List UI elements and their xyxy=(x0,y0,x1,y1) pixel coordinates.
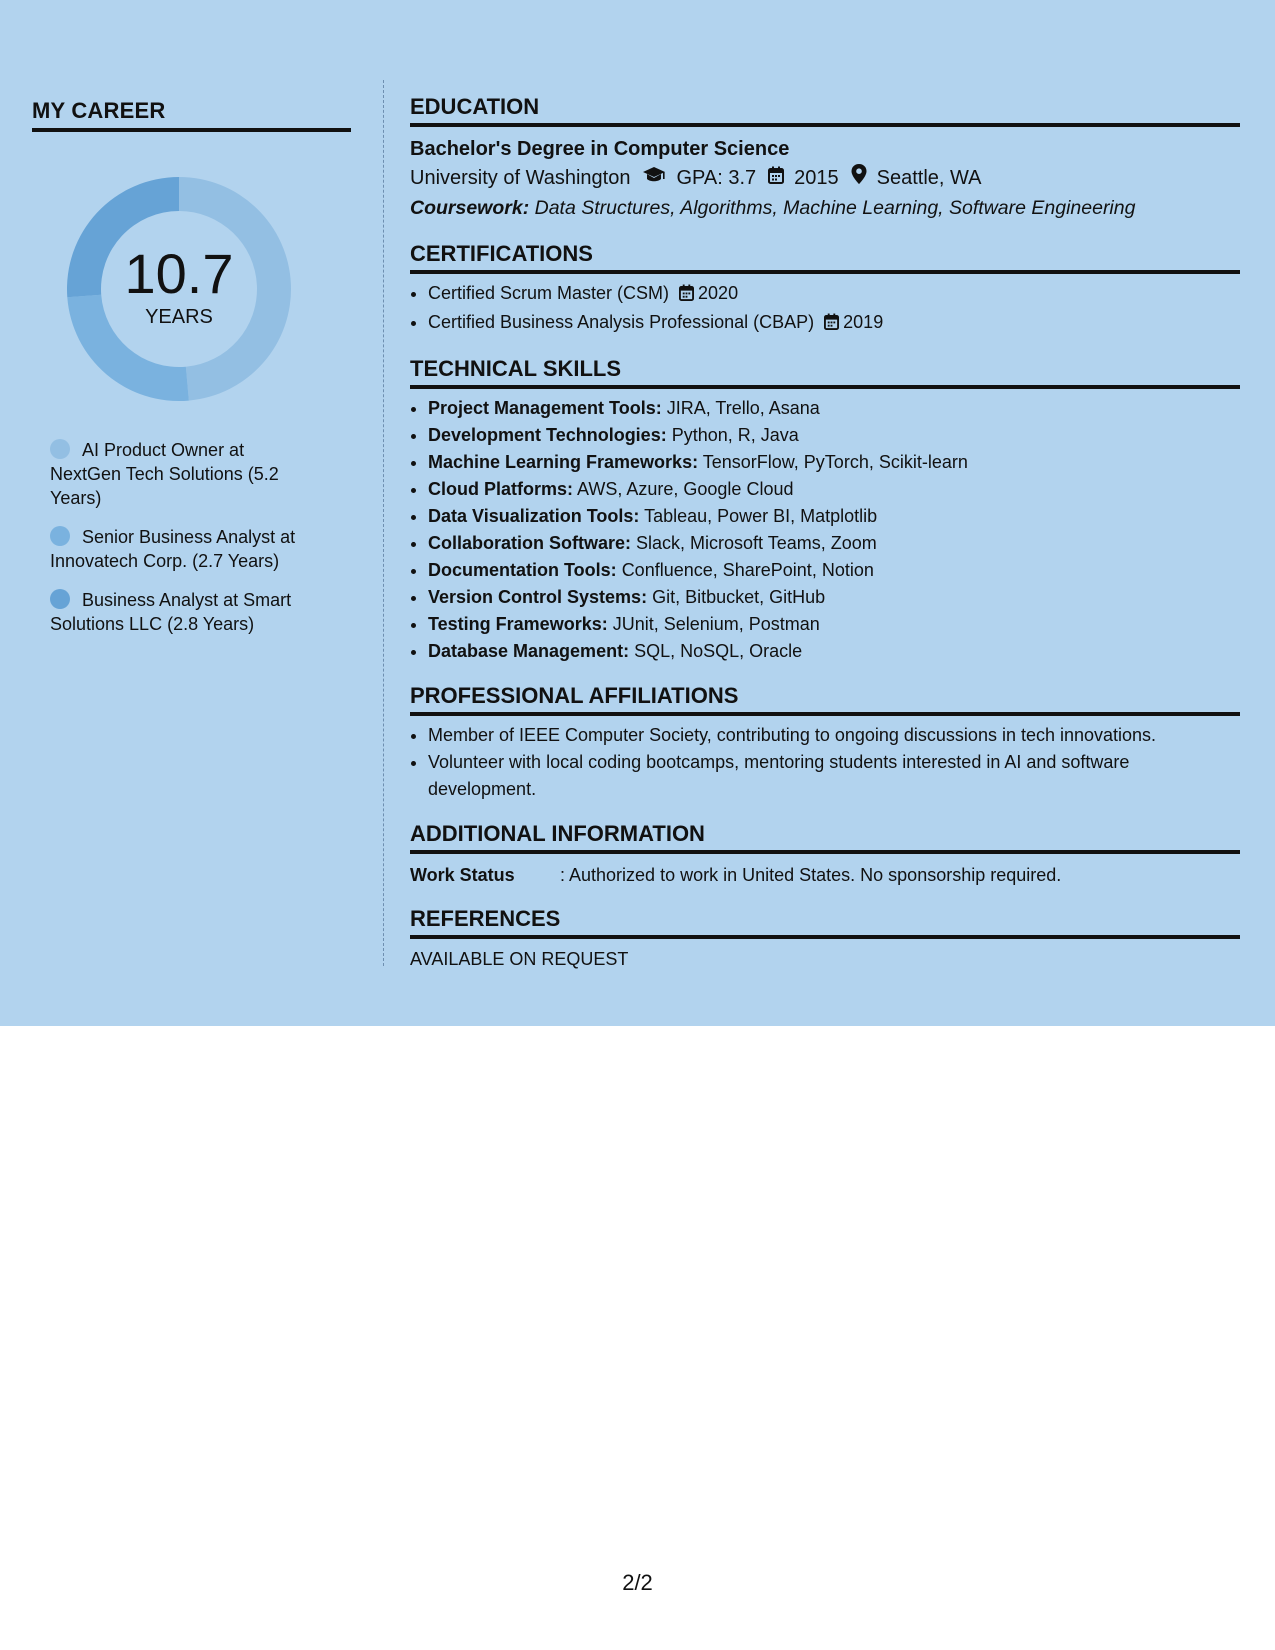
certification-name: Certified Scrum Master (CSM) xyxy=(428,283,670,303)
skill-label: Data Visualization Tools: xyxy=(428,506,640,526)
education-details xyxy=(410,163,1240,193)
certifications-list xyxy=(410,280,1240,338)
coursework-list: Data Structures, Algorithms, Machine Learning, Software Engineering xyxy=(534,197,1136,219)
skill-item xyxy=(428,476,1240,503)
certifications-section xyxy=(410,241,1240,338)
coursework-label: Coursework: xyxy=(410,197,530,219)
skill-item xyxy=(428,638,1240,665)
certifications-title: CERTIFICATIONS xyxy=(410,241,1240,274)
calendar-icon xyxy=(679,282,694,309)
skill-item xyxy=(428,449,1240,476)
skill-label: Version Control Systems: xyxy=(428,587,648,607)
skill-value: TensorFlow, PyTorch, Scikit-learn xyxy=(702,452,968,472)
skill-label: Testing Frameworks: xyxy=(428,614,608,634)
legend-dot xyxy=(50,589,70,609)
career-donut-chart xyxy=(66,176,292,402)
school-location: Seattle, WA xyxy=(876,167,982,189)
skill-label: Documentation Tools: xyxy=(428,560,617,580)
certification-name: Certified Business Analysis Professional (CBAP) xyxy=(428,312,815,332)
main-column xyxy=(410,94,1240,970)
skill-value: JUnit, Selenium, Postman xyxy=(612,614,820,634)
skill-item xyxy=(428,503,1240,530)
skills-section xyxy=(410,356,1240,665)
skill-label: Project Management Tools: xyxy=(428,398,662,418)
skill-label: Machine Learning Frameworks: xyxy=(428,452,699,472)
skill-item xyxy=(428,557,1240,584)
list-item xyxy=(428,309,1240,338)
gpa: GPA: 3.7 xyxy=(676,167,757,189)
skill-value: JIRA, Trello, Asana xyxy=(666,398,820,418)
skills-title: TECHNICAL SKILLS xyxy=(410,356,1240,389)
affiliations-title: PROFESSIONAL AFFILIATIONS xyxy=(410,683,1240,716)
career-total-years: 10.7 xyxy=(124,242,234,305)
skill-item xyxy=(428,395,1240,422)
graduation-year: 2015 xyxy=(794,167,839,189)
skill-value: SQL, NoSQL, Oracle xyxy=(634,641,803,661)
skill-item xyxy=(428,530,1240,557)
additional-info-title: ADDITIONAL INFORMATION xyxy=(410,821,1240,854)
skill-value: AWS, Azure, Google Cloud xyxy=(577,479,794,499)
legend-item xyxy=(50,588,320,636)
work-status-label: Work Status xyxy=(410,865,515,885)
legend-dot xyxy=(50,526,70,546)
legend-item xyxy=(50,525,320,573)
education-title: EDUCATION xyxy=(410,94,1240,127)
coursework xyxy=(410,193,1240,223)
calendar-icon xyxy=(768,163,784,193)
page-number: 2/2 xyxy=(622,1570,653,1595)
skill-value: Confluence, SharePoint, Notion xyxy=(621,560,874,580)
references-text: AVAILABLE ON REQUEST xyxy=(410,949,629,969)
degree-name: Bachelor's Degree in Computer Science xyxy=(410,138,790,160)
skill-item xyxy=(428,584,1240,611)
work-status xyxy=(410,862,1240,888)
skill-value: Tableau, Power BI, Matplotlib xyxy=(644,506,878,526)
legend-dot xyxy=(50,439,70,459)
list-item xyxy=(428,280,1240,309)
calendar-icon xyxy=(824,311,839,338)
references-section xyxy=(410,906,1240,970)
skill-label: Collaboration Software: xyxy=(428,533,632,553)
skill-value: Slack, Microsoft Teams, Zoom xyxy=(636,533,877,553)
career-legend xyxy=(50,438,320,651)
additional-info-section xyxy=(410,821,1240,888)
list-item: • Volunteer with local coding bootcamps, mentoring students interested in AI and software development. xyxy=(428,749,1240,803)
graduation-cap-icon xyxy=(642,163,666,193)
skill-item xyxy=(428,611,1240,638)
work-status-value: : Authorized to work in United States. No sponsorship required. xyxy=(560,865,1062,885)
legend-label: Senior Business Analyst at Innovatech Corp. (2.7 Years) xyxy=(50,527,296,571)
affiliations-list xyxy=(410,722,1240,803)
school-name: University of Washington xyxy=(410,167,631,189)
career-column xyxy=(32,98,351,634)
legend-label: AI Product Owner at NextGen Tech Solutions (5.2 Years) xyxy=(50,440,279,508)
list-item: • Member of IEEE Computer Society, contributing to ongoing discussions in tech innovations. xyxy=(428,722,1240,749)
skill-label: Development Technologies: xyxy=(428,425,667,445)
education-section xyxy=(410,94,1240,223)
location-pin-icon xyxy=(851,163,867,193)
affiliations-section xyxy=(410,683,1240,803)
legend-label: Business Analyst at Smart Solutions LLC (2.8 Years) xyxy=(50,590,292,634)
skill-label: Cloud Platforms: xyxy=(428,479,574,499)
skill-label: Database Management: xyxy=(428,641,630,661)
legend-item xyxy=(50,438,320,510)
certification-year: 2019 xyxy=(843,312,884,332)
skills-list xyxy=(410,395,1240,665)
career-years-unit: YEARS xyxy=(145,306,213,328)
skill-value: Git, Bitbucket, GitHub xyxy=(652,587,826,607)
certification-year: 2020 xyxy=(698,283,739,303)
references-title: REFERENCES xyxy=(410,906,1240,939)
column-divider xyxy=(383,80,384,966)
skill-value: Python, R, Java xyxy=(671,425,799,445)
career-title: MY CAREER xyxy=(32,98,351,132)
skill-item xyxy=(428,422,1240,449)
